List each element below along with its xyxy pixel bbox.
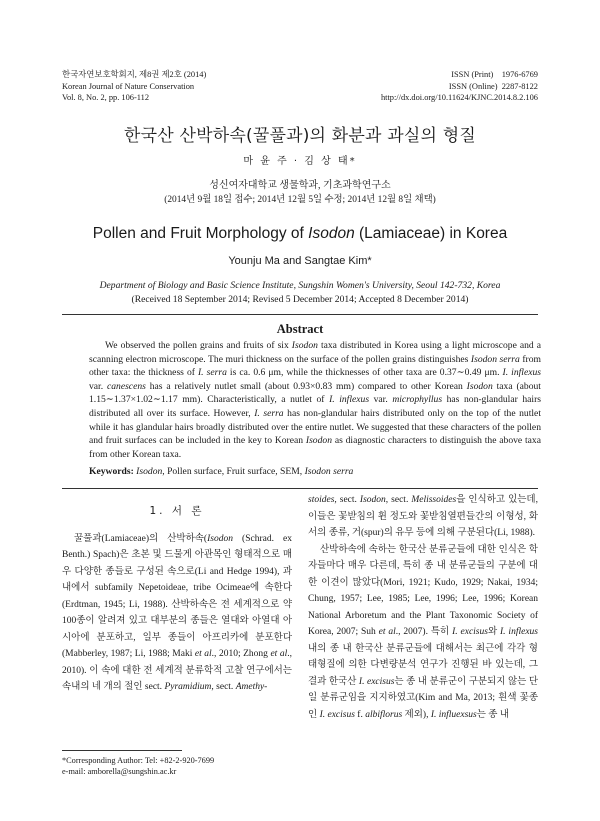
footnote-divider [62, 750, 182, 751]
keywords: Keywords: Isodon, Pollen surface, Fruit surface, SEM, Isodon serra [89, 466, 354, 477]
intro-paragraph-1-continued: stoides, sect. Isodon, sect. Melissoides을 인식하고 있는데, 이들은 꽃받침의 휜 정도와 꽃받침열편들간의 이형성, 화서의 종류, 거(spur)의 유무 등에 의해 구분된다(Li, 1988). [308, 495, 538, 538]
abstract-heading: Abstract [276, 322, 324, 336]
title-korean: 한국산 산박하속(꿀풀과)의 화분과 과실의 형질 [124, 126, 476, 146]
journal-header-left [62, 69, 206, 104]
divider-top [62, 314, 538, 315]
authors-korean: 마 윤 주 · 김 상 태* [243, 156, 357, 167]
affiliation-english: Department of Biology and Basic Science Institute, Sungshin Women's University, Seoul 142-732, Korea [99, 280, 501, 291]
affiliation-korean: 성신여자대학교 생물학과, 기초과학연구소 [209, 180, 391, 191]
intro-paragraph-1: 꿀풀과(Lamiaceae)의 산박하속(Isodon (Schrad. ex Benth.) Spach)은 초본 및 드물게 아관목인 형태적으로 매우 다양한 종들로 구성된 속으로(Li and Hedge 1994), 과 내에서 subfamily Nepetoideae, tribe Ocimeae에 속한다(Erdtman, 1945; Li, 1988). 산박하속은 전 세계적으로 약 100종이 알려져 있고 대부분의 종들은 열대와 아열대 아시아에 분포하고, 일부 종들이 아프리카에 분포한다(Mabberley, 1987; Li, 1988; Maki et al., 2010; Zhong et al., 2010). 이 속에 대한 전 세계적 분류학적 고찰 연구에서는 속내의 네 개의 절인 sect. Pyramidium, sect. Amethy- [62, 533, 292, 692]
section-heading-intro: 1. 서 론 [149, 505, 205, 517]
keywords-label: Keywords: [89, 466, 134, 477]
title-en-genus: Isodon [308, 225, 355, 242]
footnote [62, 755, 214, 777]
journal-volume: Vol. 8, No. 2, pp. 106-112 [62, 93, 150, 102]
title-en-part: (Lamiaceae) in Korea [354, 225, 508, 242]
issn-online: ISSN (Online) 2287-8122 [448, 81, 538, 91]
author-email[interactable]: e-mail: amborella@sungshin.ac.kr [62, 767, 177, 776]
dates-korean: (2014년 9월 18일 접수; 2014년 12월 5일 수정; 2014년 12월 8일 채택) [164, 195, 436, 205]
abstract-text: We observed the pollen grains and fruits of six Isodon taxa distributed in Korea using a light microscope and a scanning electron microscope. The muri thickness on the surface of the pollen grains distinguishes Isodon serra from other taxa: the thickness of I. serra is ca. 0.6 μm, while the thicknesses of other taxa are 0.37∼0.49 μm. I. inflexus var. canescens has a relatively nutlet small (about 0.93×0.83 mm) compared to other Korean Isodon taxa (about 1.15∼1.37×1.02∼1.17 mm). Characteristically, a nutlet of I. inflexus var. microphyllus has non-glandular hairs distributed all over its surface. However, I. serra has non-glandular hairs distributed only on the top of the nutlet while it has glandular hairs broadly distributed over the entire nutlet. We suggested that these characters of the pollen and fruit surfaces can be included in the key to Korean Isodon as diagnostic characters to distinguish the above taxa from other Korean taxa. [89, 340, 541, 460]
authors-english: Younju Ma and Sangtae Kim* [228, 255, 372, 267]
intro-paragraph-2: 산박하속에 속하는 한국산 분류군들에 대한 인식은 학자들마다 매우 다른데, 특히 종 내 분류군들의 구분에 대한 이견이 많았다(Mori, 1921; Kudo, 1929; Nakai, 1934; Chung, 1957; Lee, 1985; Lee, 1996; Lee, 1996; Korean National Arboretum and the Plant Taxonomic Society of Korea, 2007; Suh et al., 2007). 특히 I. excisus와 I. inflexus 내의 종 내 한국산 분류군들에 대해서는 최근에 각각 형태형질에 의한 다변량분석 연구가 진행된 바 있는데, 그 결과 한국산 I. excisus는 종 내 분류군이 구분되지 않는 단일 분류군임을 지지하였고(Kim and Ma, 2013; 흰색 꽃종인 I. excisus f. albiflorus 제외), I. influexsus는 종 내 [308, 544, 538, 720]
journal-name-en: Korean Journal of Nature Conservation [62, 81, 195, 91]
journal-name-ko: 한국자연보호학회지, 제8권 제2호 (2014) [62, 70, 207, 79]
title-en-part: Pollen and Fruit Morphology of [92, 225, 309, 242]
divider-bottom [62, 488, 538, 489]
issn-print: ISSN (Print) 1976-6769 [451, 70, 538, 79]
journal-header-right [381, 69, 538, 104]
dates-english: (Received 18 September 2014; Revised 5 December 2014; Accepted 8 December 2014) [131, 294, 469, 305]
body-column-right [308, 492, 538, 723]
doi-link[interactable]: http://dx.doi.org/10.11624/KJNC.2014.8.2.106 [380, 93, 538, 102]
corresponding-author: *Corresponding Author: Tel: +82-2-920-7699 [62, 756, 215, 765]
title-english [0, 225, 600, 243]
body-column-left [62, 503, 292, 696]
